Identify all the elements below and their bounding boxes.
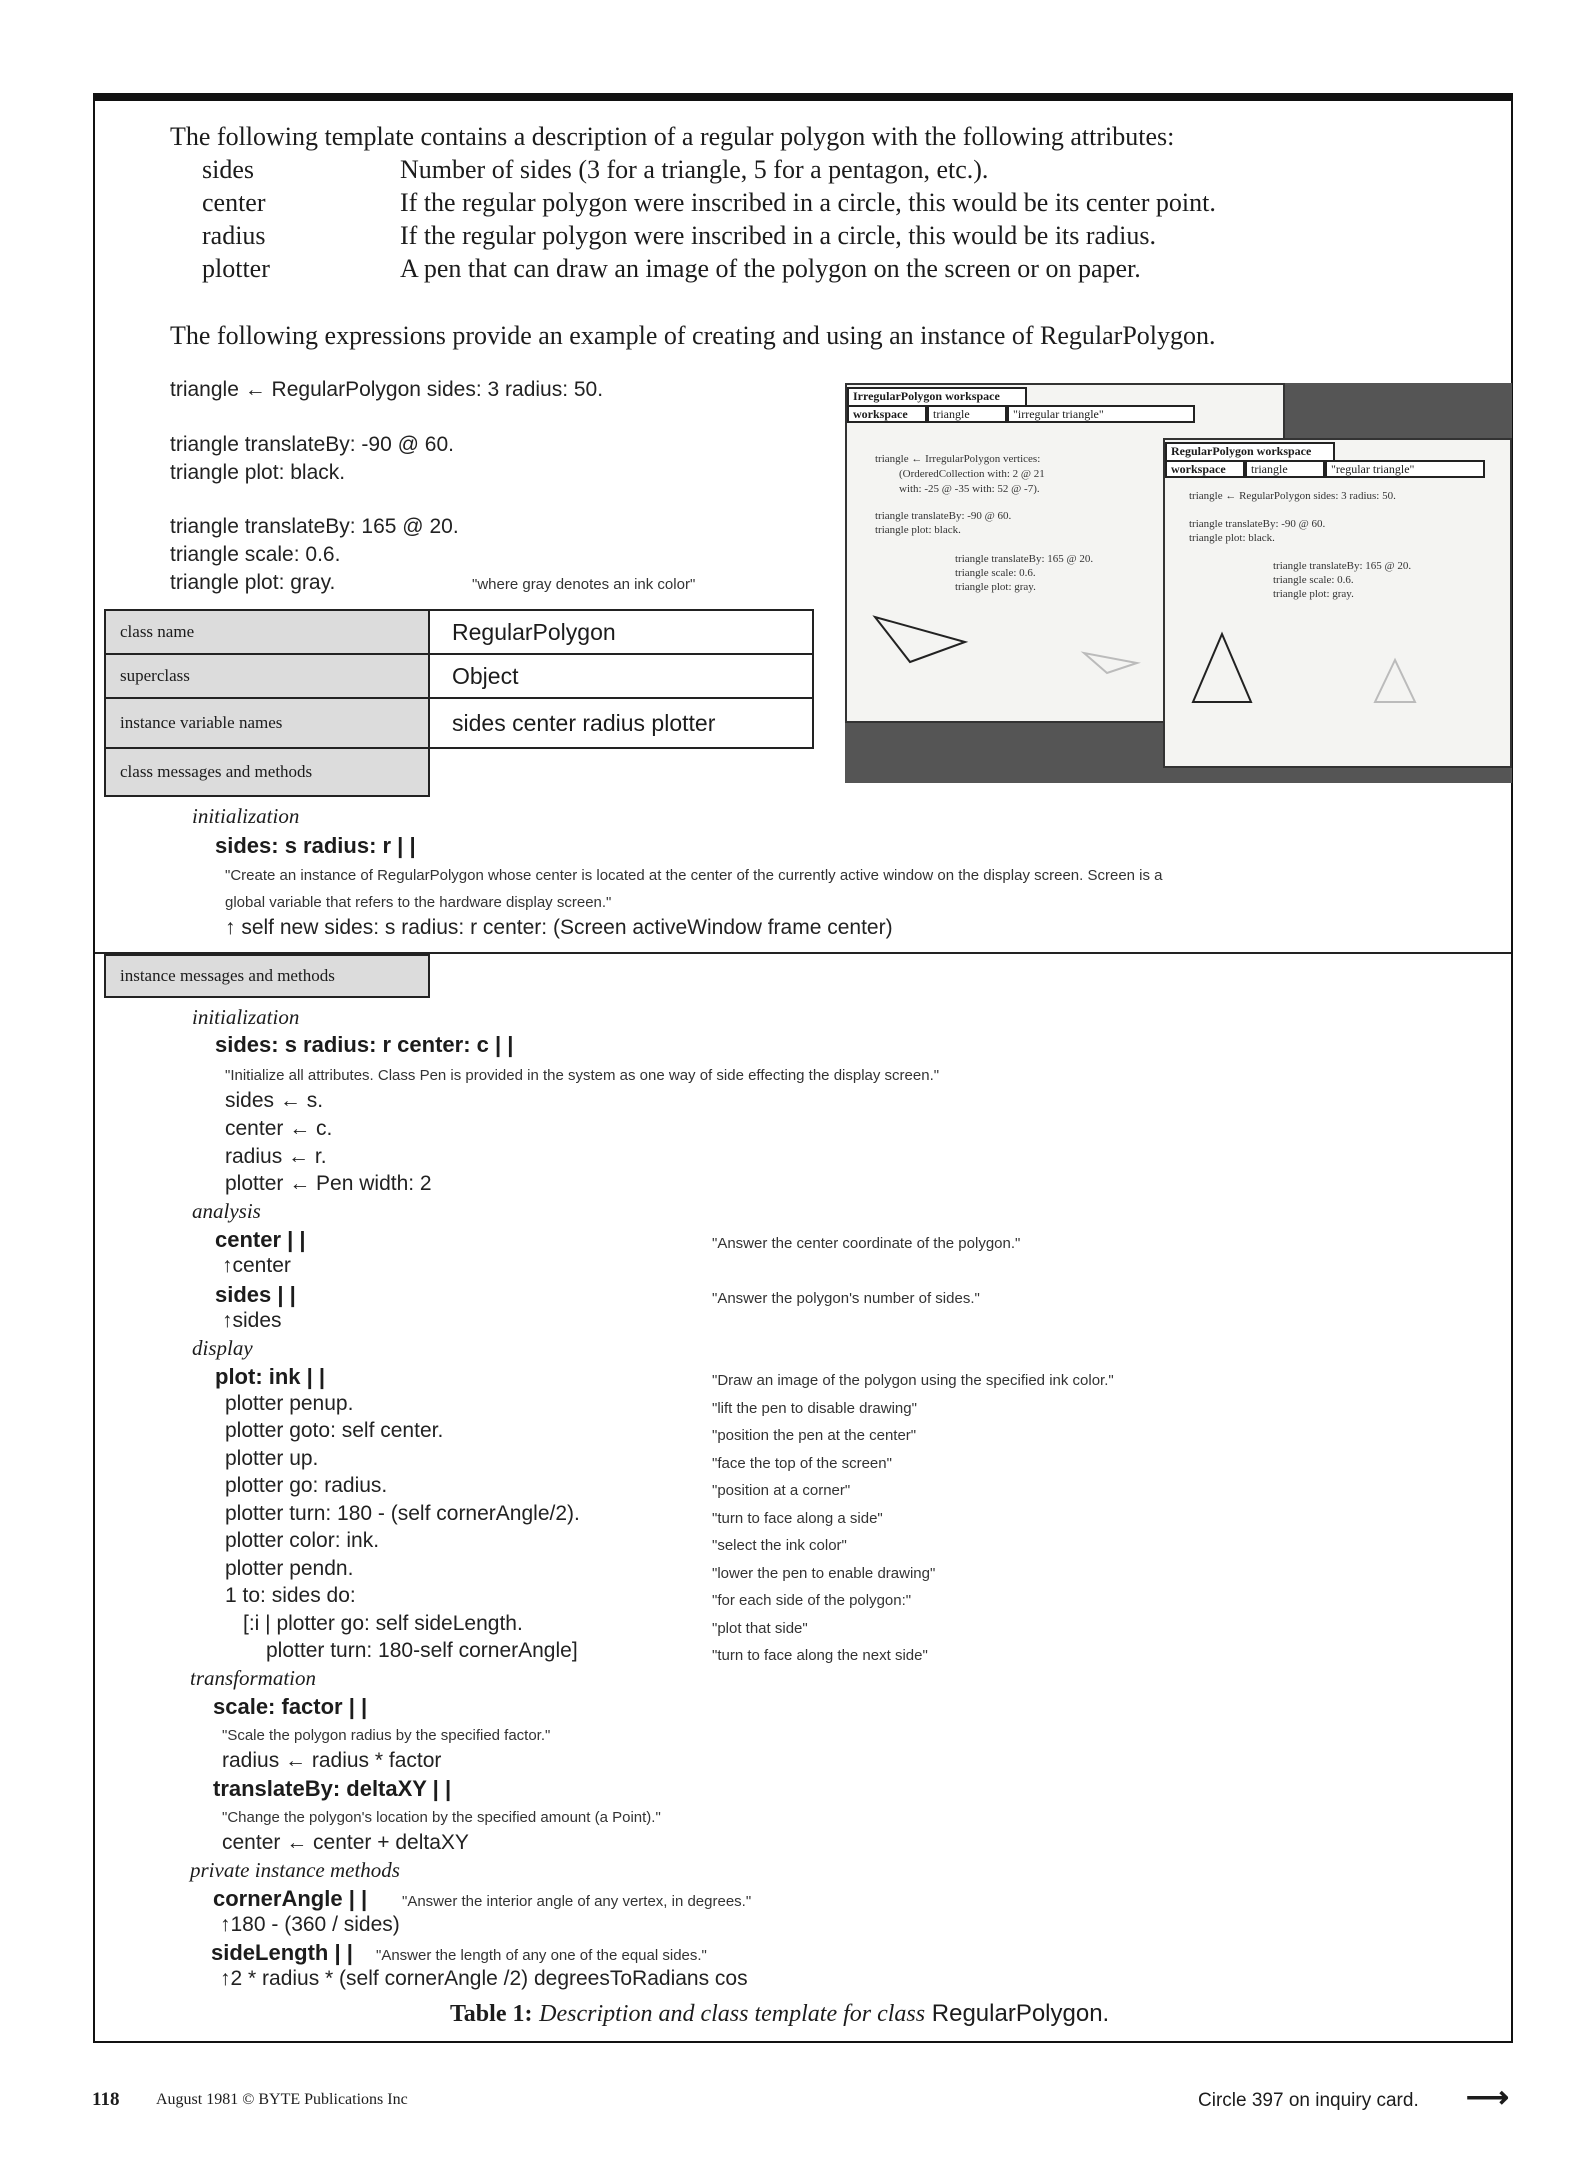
plot-comment-line: "plot that side" [712, 1620, 808, 1637]
window-tab-comment: "regular triangle" [1325, 460, 1485, 478]
plot-code-line: plotter turn: 180-self cornerAngle] [266, 1639, 578, 1662]
attr-desc-sides: Number of sides (3 for a triangle, 5 for a pentagon, etc.). [400, 155, 989, 184]
instance-variables-value: sides center radius plotter [428, 697, 814, 749]
window-line: triangle scale: 0.6. [955, 567, 1036, 579]
corner-angle-selector: cornerAngle | | [213, 1886, 368, 1911]
plot-code-line: plotter go: radius. [225, 1474, 388, 1497]
workspace-screenshot [845, 383, 1512, 783]
plot-code-line: plotter color: ink. [225, 1529, 380, 1552]
class-method-body: ↑ self new sides: s radius: r center: (Screen activeWindow frame center) [225, 916, 893, 939]
gray-triangle [1375, 660, 1415, 702]
attr-desc-center: If the regular polygon were inscribed in a circle, this would be its center point. [400, 188, 1216, 217]
center-body: ↑center [222, 1254, 291, 1277]
attr-desc-plotter: A pen that can draw an image of the polygon on the screen or on paper. [400, 254, 1141, 283]
class-category-initialization: initialization [192, 804, 300, 828]
instance-variables-label: instance variable names [104, 697, 430, 749]
window-line: triangle scale: 0.6. [1273, 574, 1354, 586]
side-length-selector: sideLength | | [211, 1940, 353, 1965]
init-comment: "Initialize all attributes. Class Pen is provided in the system as one way of side effecting the display screen." [225, 1067, 940, 1084]
attr-name-center: center [202, 188, 266, 217]
publication-line: August 1981 © BYTE Publications Inc [156, 2091, 408, 2108]
example-line-6: triangle plot: gray. [170, 571, 336, 594]
superclass-label: superclass [104, 653, 430, 699]
attr-name-sides: sides [202, 155, 254, 184]
plot-comment-line: "select the ink color" [712, 1537, 847, 1554]
table-caption [450, 2000, 1109, 2028]
side-length-comment: "Answer the length of any one of the equal sides." [376, 1947, 707, 1964]
regular-workspace-window [1163, 438, 1512, 768]
side-length-body: ↑2 * radius * (self cornerAngle /2) degreesToRadians cos [220, 1967, 748, 1990]
example-line-5: triangle scale: 0.6. [170, 543, 341, 566]
class-method-comment-1: "Create an instance of RegularPolygon whose center is located at the center of the currently active window on the display screen. Screen is a [225, 867, 1163, 884]
sides-comment: "Answer the polygon's number of sides." [712, 1290, 980, 1307]
caption-text: Description and class template for class [539, 2001, 926, 2027]
category-analysis: analysis [192, 1199, 261, 1223]
plot-code-line: 1 to: sides do: [225, 1584, 356, 1607]
plot-comment-line: "face the top of the screen" [712, 1455, 892, 1472]
superclass-value: Object [428, 653, 814, 699]
class-name-label: class name [104, 609, 430, 655]
page-number: 118 [92, 2089, 120, 2110]
workspace-triangles [1165, 440, 1512, 768]
attr-name-plotter: plotter [202, 254, 270, 283]
scale-selector: scale: factor | | [213, 1694, 368, 1719]
window-line: triangle plot: black. [1189, 532, 1275, 544]
plot-comment-line: "turn to face along the next side" [712, 1647, 928, 1664]
example-line-4: triangle translateBy: 165 @ 20. [170, 515, 459, 538]
category-display: display [192, 1336, 253, 1360]
caption-classname: RegularPolygon. [931, 2000, 1110, 2027]
plot-comment: "Draw an image of the polygon using the specified ink color." [712, 1372, 1114, 1389]
window-tab-workspace: workspace [1165, 460, 1245, 478]
scale-comment: "Scale the polygon radius by the specified factor." [222, 1727, 551, 1744]
window-line: triangle translateBy: 165 @ 20. [1273, 560, 1412, 572]
window-title: RegularPolygon workspace [1165, 442, 1335, 462]
black-triangle [875, 617, 965, 662]
init-selector: sides: s radius: r center: c | | [215, 1032, 514, 1057]
window-line: (OrderedCollection with: 2 @ 21 [899, 468, 1045, 480]
class-method-comment-2: global variable that refers to the hardware display screen." [225, 894, 612, 911]
plot-code-line: plotter up. [225, 1447, 319, 1470]
window-tab-comment: "irregular triangle" [1007, 405, 1195, 423]
category-private: private instance methods [190, 1858, 400, 1882]
window-title: IrregularPolygon workspace [847, 387, 1027, 407]
corner-angle-body: ↑180 - (360 / sides) [220, 1913, 400, 1936]
center-selector: center | | [215, 1227, 306, 1252]
intro-line-1: The following template contains a description of a regular polygon with the following attributes: [170, 122, 1175, 151]
window-line: triangle translateBy: -90 @ 60. [1189, 518, 1326, 530]
plot-comment-line: "position at a corner" [712, 1482, 851, 1499]
attr-name-radius: radius [202, 221, 266, 250]
inquiry-card-text: Circle 397 on inquiry card. [1198, 2090, 1419, 2111]
example-line-1: triangle ← RegularPolygon sides: 3 radius: 50. [170, 378, 604, 401]
gray-triangle [1084, 653, 1137, 673]
sides-selector: sides | | [215, 1282, 296, 1307]
window-tab-workspace: workspace [847, 405, 927, 423]
init-body-line: plotter ← Pen width: 2 [225, 1172, 432, 1195]
caption-label: Table 1: [450, 2001, 533, 2027]
plot-selector: plot: ink | | [215, 1364, 326, 1389]
window-tab-triangle: triangle [927, 405, 1007, 423]
plot-comment-line: "for each side of the polygon:" [712, 1592, 912, 1609]
window-line: with: -25 @ -35 with: 52 @ -7). [899, 483, 1040, 495]
class-methods-label: class messages and methods [104, 747, 430, 797]
corner-angle-comment: "Answer the interior angle of any vertex, in degrees." [402, 1893, 752, 1910]
window-line: triangle plot: gray. [1273, 588, 1354, 600]
category-transformation: transformation [190, 1666, 317, 1690]
plot-comment-line: "lower the pen to enable drawing" [712, 1565, 936, 1582]
intro-line-2: The following expressions provide an example of creating and using an instance of RegularPolygon. [170, 321, 1216, 350]
init-body-line: center ← c. [225, 1117, 333, 1140]
translate-selector: translateBy: deltaXY | | [213, 1776, 452, 1801]
window-line: triangle translateBy: -90 @ 60. [875, 510, 1012, 522]
sides-body: ↑sides [222, 1309, 282, 1332]
attr-desc-radius: If the regular polygon were inscribed in a circle, this would be its radius. [400, 221, 1156, 250]
center-comment: "Answer the center coordinate of the polygon." [712, 1235, 1021, 1252]
window-line: triangle plot: black. [875, 524, 961, 536]
window-line: triangle plot: gray. [955, 581, 1036, 593]
window-line: triangle ← RegularPolygon sides: 3 radius: 50. [1189, 490, 1396, 502]
instance-methods-label: instance messages and methods [104, 954, 430, 998]
class-method-selector: sides: s radius: r | | [215, 833, 416, 858]
plot-code-line: [:i | plotter go: self sideLength. [243, 1612, 523, 1635]
plot-comment-line: "lift the pen to disable drawing" [712, 1400, 917, 1417]
plot-code-line: plotter goto: self center. [225, 1419, 444, 1442]
plot-code-line: plotter turn: 180 - (self cornerAngle/2). [225, 1502, 580, 1525]
example-comment: "where gray denotes an ink color" [472, 576, 696, 593]
translate-comment: "Change the polygon's location by the specified amount (a Point)." [222, 1809, 661, 1826]
window-line: triangle ← IrregularPolygon vertices: [875, 453, 1041, 465]
window-line: triangle translateBy: 165 @ 20. [955, 553, 1094, 565]
plot-code-line: plotter penup. [225, 1392, 354, 1415]
category-initialization: initialization [192, 1005, 300, 1029]
black-triangle [1193, 634, 1251, 702]
window-tab-triangle: triangle [1245, 460, 1325, 478]
arrow-right-icon: ⟶ [1466, 2081, 1510, 2114]
plot-comment-line: "turn to face along a side" [712, 1510, 883, 1527]
scale-body: radius ← radius * factor [222, 1749, 442, 1772]
translate-body: center ← center + deltaXY [222, 1831, 469, 1854]
class-name-value: RegularPolygon [428, 609, 814, 655]
plot-code-line: plotter pendn. [225, 1557, 354, 1580]
plot-comment-line: "position the pen at the center" [712, 1427, 917, 1444]
init-body-line: sides ← s. [225, 1089, 324, 1112]
example-line-3: triangle plot: black. [170, 461, 346, 484]
example-line-2: triangle translateBy: -90 @ 60. [170, 433, 454, 456]
init-body-line: radius ← r. [225, 1145, 327, 1168]
